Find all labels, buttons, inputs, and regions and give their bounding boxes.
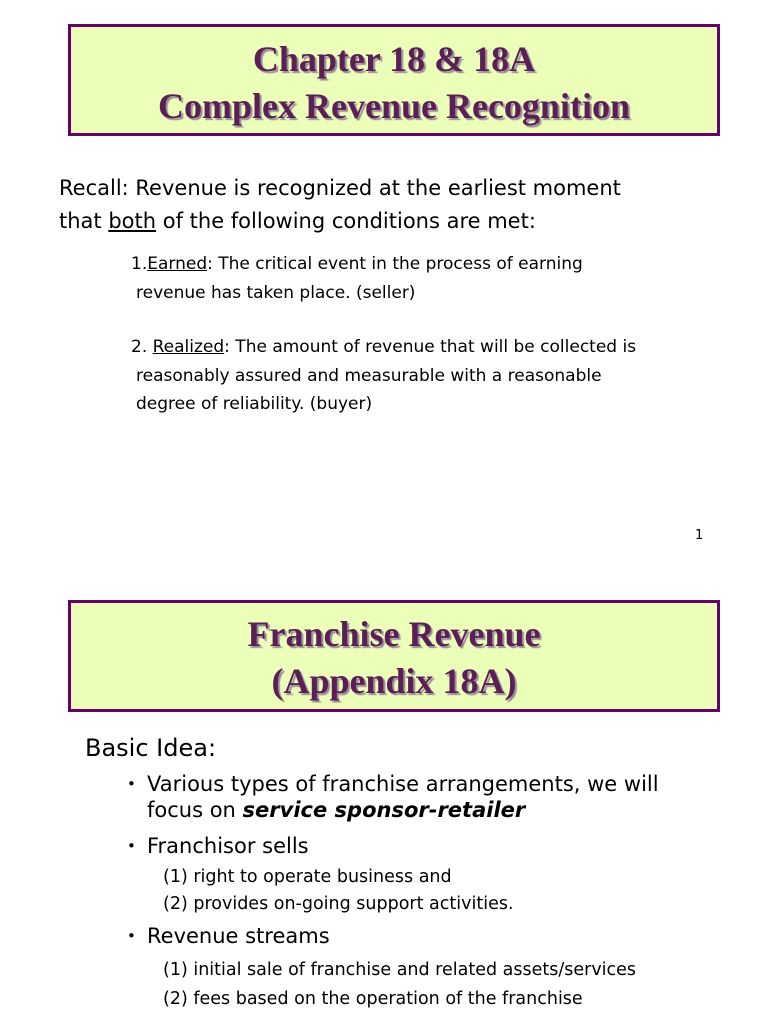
bullet3-sub2: (2) fees based on the operation of the franchise bbox=[163, 989, 583, 1009]
condition2-term: Realized bbox=[152, 337, 225, 357]
bullet-glyph: • bbox=[127, 775, 136, 793]
condition2-continuation2: degree of reliability. (buyer) bbox=[136, 394, 373, 414]
bullet-glyph: • bbox=[127, 927, 136, 945]
bullet-glyph: • bbox=[127, 837, 136, 855]
bullet-franchisor-sells bbox=[127, 833, 309, 859]
bullet3-text: Revenue streams bbox=[147, 924, 330, 948]
slide2-title-line1: Franchise Revenue bbox=[247, 614, 541, 654]
slide2-title-line2: (Appendix 18A) bbox=[271, 661, 517, 701]
bullet2-sub2: (2) provides on-going support activities. bbox=[163, 894, 514, 914]
condition2-continuation1: reasonably assured and measurable with a reasonable bbox=[136, 365, 602, 386]
recall-line2 bbox=[59, 205, 621, 238]
bullet1-line2-emphasis: service sponsor-retailer bbox=[242, 798, 526, 822]
bullet2-text: Franchisor sells bbox=[147, 834, 309, 858]
recall-paragraph bbox=[59, 172, 621, 238]
recall-line2-underlined: both bbox=[108, 209, 157, 233]
bullet-franchise-types bbox=[127, 771, 659, 823]
slide1-title-box bbox=[68, 24, 720, 136]
slide1-title-line1: Chapter 18 & 18A bbox=[252, 39, 536, 79]
recall-line2-pre: that bbox=[59, 209, 109, 233]
slide1-title-line2: Complex Revenue Recognition bbox=[158, 86, 630, 126]
bullet1-line1: Various types of franchise arrangements, we will bbox=[147, 772, 659, 796]
bullet1-line2 bbox=[127, 797, 659, 823]
page-number: 1 bbox=[695, 528, 704, 543]
condition1-text: : The critical event in the process of earning bbox=[207, 254, 583, 274]
basic-idea-heading: Basic Idea: bbox=[85, 734, 217, 762]
recall-label: Recall bbox=[59, 176, 122, 200]
condition1-number: 1. bbox=[131, 254, 148, 274]
condition1-continuation: revenue has taken place. (seller) bbox=[136, 282, 416, 303]
bullet3-sub1: (1) initial sale of franchise and related assets/services bbox=[163, 960, 637, 980]
slide2-title-box bbox=[68, 600, 720, 712]
condition2-text: : The amount of revenue that will be collected is bbox=[224, 337, 637, 357]
bullet2-sub1: (1) right to operate business and bbox=[163, 867, 452, 887]
recall-line1-text: : Revenue is recognized at the earliest moment bbox=[121, 176, 621, 200]
condition-earned bbox=[131, 250, 583, 307]
condition1-term: Earned bbox=[147, 254, 208, 274]
recall-line1 bbox=[59, 172, 621, 205]
bullet-revenue-streams bbox=[127, 923, 330, 949]
bullet1-line2-pre: focus on bbox=[147, 798, 243, 822]
condition2-number: 2. bbox=[131, 337, 153, 357]
recall-line2-post: of the following conditions are met: bbox=[156, 209, 536, 233]
condition-realized bbox=[131, 333, 636, 419]
